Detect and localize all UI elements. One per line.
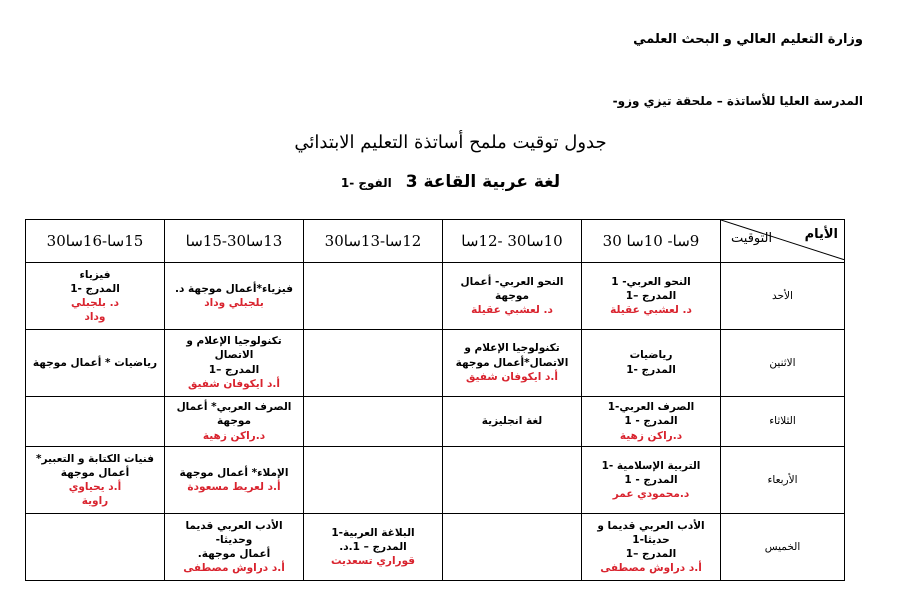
course-line: التربية الإسلامية -1 (601, 460, 701, 473)
course-line: المدرج - 1 (624, 415, 678, 428)
day-label: الأحد (721, 263, 845, 330)
course-cell (582, 447, 721, 514)
timetable (25, 219, 845, 581)
course-cell (26, 396, 165, 447)
course-line: المدرج –1 (625, 548, 677, 561)
course-line: الاتصال*أعمال موجهة (455, 356, 569, 369)
course-cell (165, 514, 304, 581)
day-label: الخميس (721, 514, 845, 581)
course-cell (304, 329, 443, 396)
course-cell (165, 329, 304, 396)
teacher-name: أ.د دراوش مصطفى (600, 562, 702, 575)
teacher-name: د. بلجبلي (70, 296, 120, 309)
teacher-name: قوراري تسعديت (330, 555, 416, 568)
teacher-name: بلجبلي وداد (204, 296, 264, 309)
course-line: أعمال موجهة. (197, 548, 271, 561)
teacher-name: راوية (81, 495, 109, 508)
school-header: المدرسة العليا للأساتذة – ملحقة تيزي وزو- (612, 94, 863, 108)
teacher-name: أ.د دراوش مصطفى (183, 562, 285, 575)
course-line: المدرج – 1.د. (339, 541, 407, 554)
course-line: المدرج -1 (70, 282, 120, 295)
teacher-name: د.راكن زهية (202, 429, 266, 442)
teacher-name: د. لعشبي عقيلة (471, 303, 553, 316)
slot-header: 10سا30 -12سا (443, 220, 582, 263)
course-cell (304, 447, 443, 514)
page-title: جدول توقيت ملمح أساتذة التعليم الابتدائي (294, 132, 607, 153)
course-cell (582, 514, 721, 581)
teacher-name: د.راكن زهية (619, 429, 683, 442)
course-line: المدرج –1 (208, 363, 260, 376)
course-cell (443, 396, 582, 447)
course-line: تكنولوجيا الإعلام و (464, 342, 560, 355)
teacher-name: أ.د لعريط مسعودة (187, 481, 281, 494)
slot-header: 13سا30-15سا (165, 220, 304, 263)
day-label: الأربعاء (721, 447, 845, 514)
course-cell (165, 396, 304, 447)
page-subtitle (0, 172, 901, 192)
corner-time-label: التوقيت (731, 231, 773, 246)
teacher-name: وداد (84, 311, 106, 324)
course-line: النحو العربي- 1 (611, 275, 691, 288)
course-line: النحو العربي- أعمال (460, 275, 564, 288)
table-row (26, 514, 845, 581)
course-line: فنيات الكتابة و التعبير* (36, 452, 154, 465)
subtitle-room: لغة عربية القاعة 3 (405, 172, 561, 192)
course-line: موجهة (495, 289, 529, 302)
course-line: المدرج –1 (625, 289, 677, 302)
table-row (26, 263, 845, 330)
slot-header: 15سا-16سا30 (26, 220, 165, 263)
corner-cell (721, 220, 845, 263)
course-line: رياضيات * أعمال موجهة (32, 356, 158, 369)
course-cell (165, 447, 304, 514)
course-cell (26, 263, 165, 330)
slot-header: 12سا-13سا30 (304, 220, 443, 263)
course-cell (304, 396, 443, 447)
course-cell (582, 329, 721, 396)
course-cell (26, 329, 165, 396)
course-line: الأدب العربي قديما و حديثا-1 (597, 519, 705, 546)
course-line: فيزياء*أعمال موجهة د. (175, 282, 293, 295)
teacher-name: أ.د ايكوفان شفيق (188, 377, 280, 390)
course-cell (443, 329, 582, 396)
ministry-header: وزارة التعليم العالي و البحث العلمي (633, 32, 863, 47)
day-label: الاثنين (721, 329, 845, 396)
course-line: أعمال موجهة (60, 467, 130, 480)
course-line: الإملاء* أعمال موجهة (179, 467, 289, 480)
table-row (26, 447, 845, 514)
course-line: المدرج - 1 (624, 474, 678, 487)
day-label: الثلاثاء (721, 396, 845, 447)
subtitle-group: الفوج -1 (340, 176, 392, 190)
course-cell (304, 514, 443, 581)
course-cell (582, 263, 721, 330)
slot-header: 9سا- 10سا 30 (582, 220, 721, 263)
course-line: لغة انجليزية (481, 415, 543, 428)
course-cell (582, 396, 721, 447)
course-line: الأدب العربي قديما وحديثا- (185, 519, 283, 546)
teacher-name: د.محمودي عمر (612, 488, 690, 501)
course-cell (304, 263, 443, 330)
course-cell (443, 514, 582, 581)
course-line: الصرف العربي* أعمال (176, 401, 292, 414)
timetable-header-row (26, 220, 845, 263)
teacher-name: أ.د ايكوفان شفيق (466, 370, 558, 383)
course-cell (165, 263, 304, 330)
course-line: الصرف العربي-1 (607, 401, 695, 414)
table-row (26, 329, 845, 396)
course-line: تكنولوجيا الإعلام و الاتصال (186, 335, 282, 362)
course-cell (443, 447, 582, 514)
table-row (26, 396, 845, 447)
teacher-name: د. لعشبي عقيلة (610, 303, 692, 316)
teacher-name: أ.د يحياوي (68, 481, 122, 494)
course-cell (443, 263, 582, 330)
course-cell (26, 514, 165, 581)
course-line: رياضيات (629, 349, 673, 362)
course-line: موجهة (217, 415, 251, 428)
course-line: فيزياء (79, 268, 111, 281)
course-line: المدرج -1 (626, 363, 676, 376)
corner-days-label: الأيام (804, 227, 838, 242)
course-line: البلاغة العربية-1 (331, 526, 415, 539)
course-cell (26, 447, 165, 514)
